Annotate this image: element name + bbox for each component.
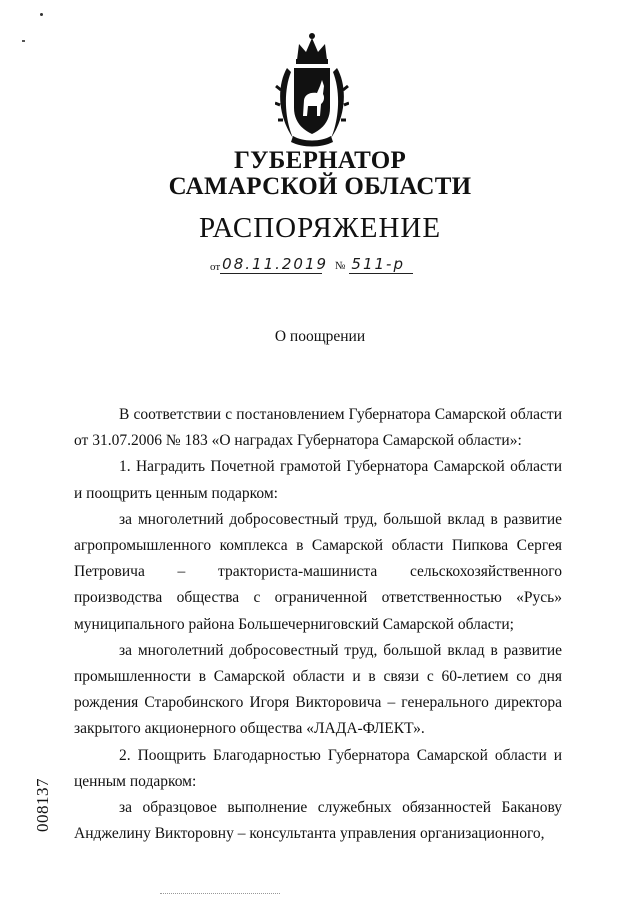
paragraph: за многолетний добросовестный труд, большой вклад в развитие агропромышленного комплекса в Самарской области Пипкова Сергея Петровича – тракториста-машиниста сельскохозяйственного производства общества с ограниченной ответственностью «Русь» муниципального района Большечерниговский Самарской области; [74, 510, 562, 633]
paragraph: В соответствии с постановлением Губернатора Самарской области от 31.07.2006 № 183 «О наградах Губернатора Самарской области»: [74, 406, 562, 450]
paragraph: 1. Наградить Почетной грамотой Губернатора Самарской области и поощрить ценным подарком: [74, 458, 562, 502]
authority-title-line1: ГУБЕРНАТОР [233, 147, 407, 174]
scan-speck [22, 40, 25, 42]
authority-title-line2: САМАРСКОЙ ОБЛАСТИ [168, 173, 472, 200]
side-registration-stamp [30, 765, 54, 847]
paragraph: 2. Поощрить Благодарностью Губернатора Самарской области и ценным подарком: [74, 746, 562, 790]
document-number: 511-р [349, 255, 413, 274]
paragraph: за образцовое выполнение служебных обязанностей Баканову Анджелину Викторовну – консультанта управления организационного, [74, 799, 562, 843]
document-body [74, 402, 562, 847]
document-type: РАСПОРЯЖЕНИЕ [198, 212, 442, 244]
scan-edge [160, 893, 280, 895]
date-number-line [210, 255, 413, 277]
document-subject: О поощрении [274, 328, 366, 345]
coat-of-arms-icon [275, 30, 349, 150]
document-date: 08.11.2019 [222, 255, 329, 273]
stamp-number: 008137 [33, 778, 52, 832]
number-sign: № [334, 260, 346, 272]
scan-speck [40, 13, 43, 16]
paragraph: за многолетний добросовестный труд, большой вклад в развитие промышленности в Самарской области и в связи с 60-летием со дня рождения Старобинского Игоря Викторовича – генерального директора закрытого акционерного общества «ЛАДА-ФЛЕКТ». [74, 641, 562, 738]
date-prefix: от [210, 261, 221, 273]
